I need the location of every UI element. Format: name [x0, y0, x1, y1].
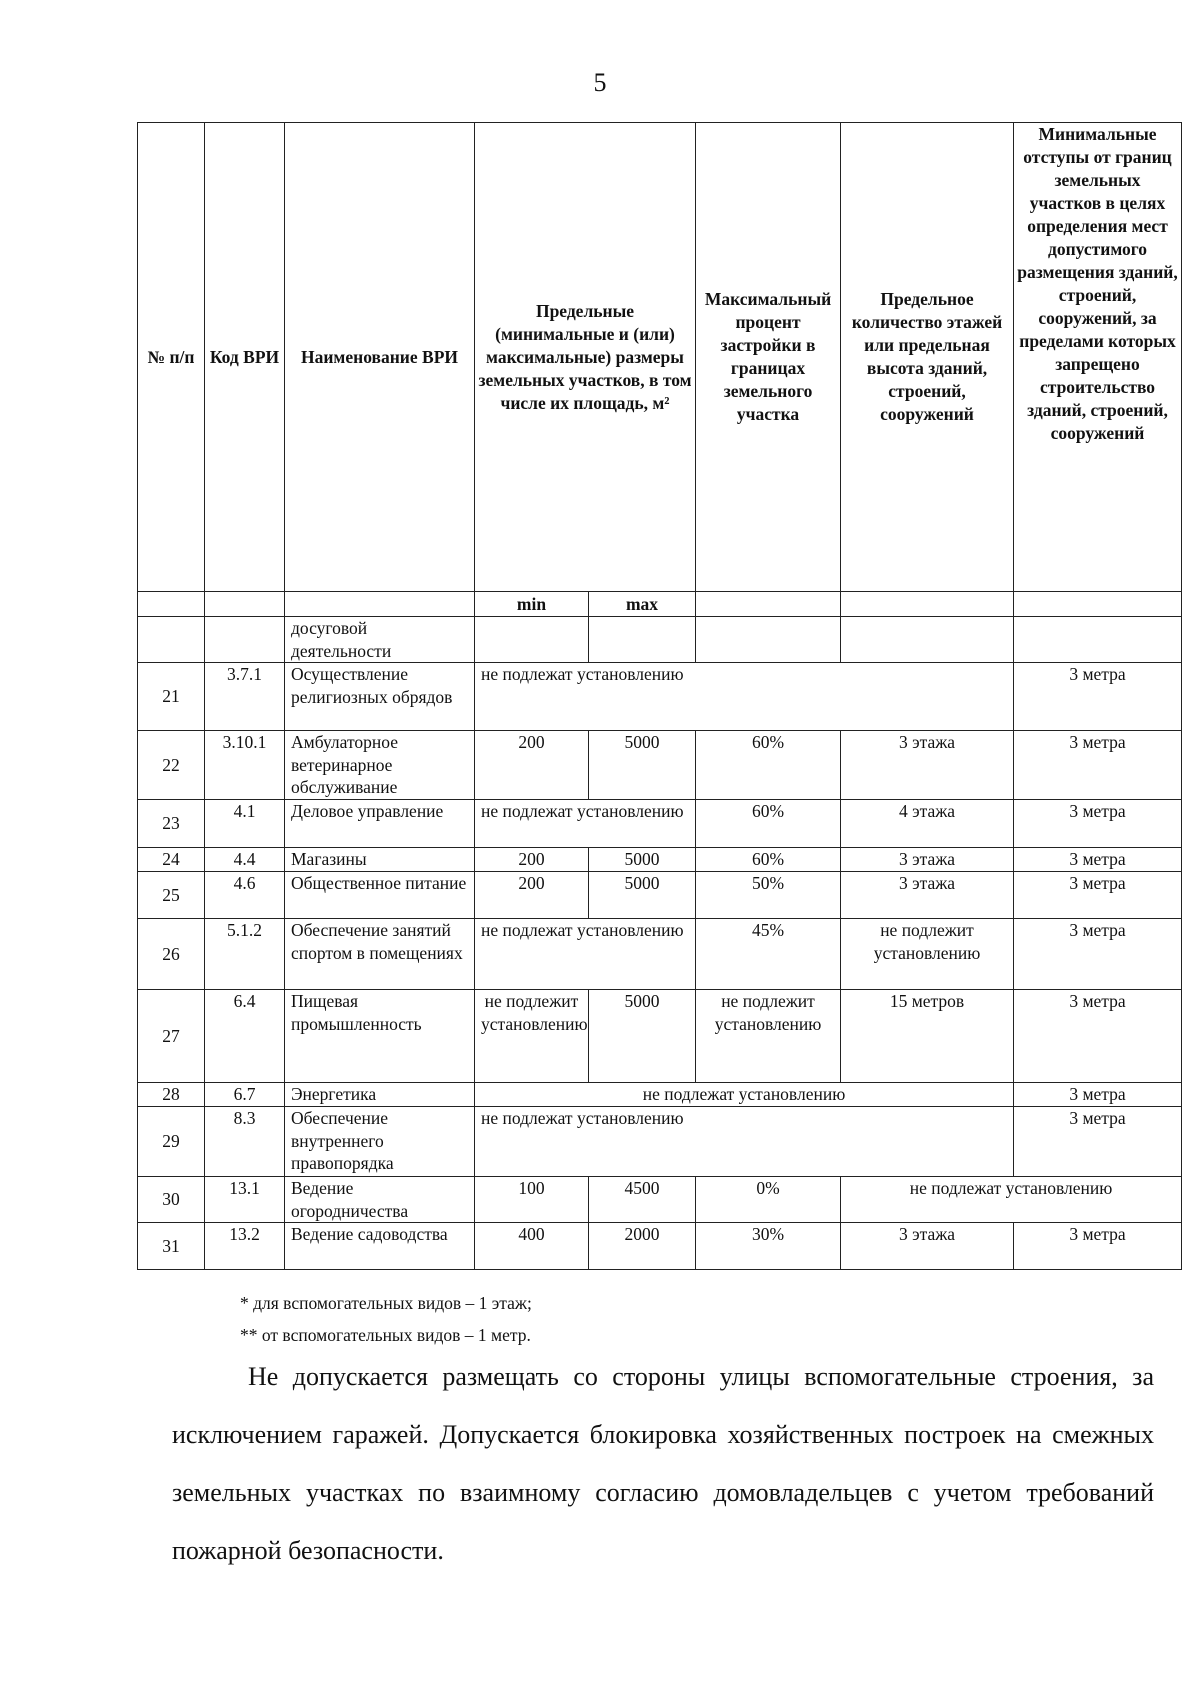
row-setback: 3 метра — [1014, 731, 1182, 800]
row-num: 24 — [138, 848, 205, 872]
row-setback — [1014, 617, 1182, 663]
header-name: Наименование ВРИ — [285, 123, 475, 592]
row-num — [138, 617, 205, 663]
footnote-floors: * для вспомогательных видов – 1 этаж; — [240, 1293, 532, 1313]
row-setback: 3 метра — [1014, 1083, 1182, 1107]
row-name: Обеспечение внутреннего правопорядка — [285, 1107, 475, 1177]
table-row — [138, 800, 1182, 848]
row-num: 30 — [138, 1177, 205, 1223]
row-percent — [696, 617, 841, 663]
row-name: Энергетика — [285, 1083, 475, 1107]
minmax-empty-code — [205, 592, 285, 617]
row-code: 5.1.2 — [205, 919, 285, 990]
table-row — [138, 663, 1182, 731]
row-max: 5000 — [589, 990, 696, 1083]
row-max: 5000 — [589, 731, 696, 800]
row-max — [589, 617, 696, 663]
row-name: Общественное питание — [285, 872, 475, 919]
row-percent: 60% — [696, 800, 841, 848]
row-code — [205, 617, 285, 663]
row-code: 3.7.1 — [205, 663, 285, 731]
table-row — [138, 872, 1182, 919]
row-max: 4500 — [589, 1177, 696, 1223]
row-floors: 3 этажа — [841, 848, 1014, 872]
row-percent: 0% — [696, 1177, 841, 1223]
row-setback: 3 метра — [1014, 872, 1182, 919]
row-name: досуговой деятельности — [285, 617, 475, 663]
row-name: Ведение садоводства — [285, 1223, 475, 1270]
row-num: 27 — [138, 990, 205, 1083]
minmax-empty-name — [285, 592, 475, 617]
table-row — [138, 990, 1182, 1083]
row-floors: 4 этажа — [841, 800, 1014, 848]
row-num: 22 — [138, 731, 205, 800]
row-percent: 45% — [696, 919, 841, 990]
row-setback: 3 метра — [1014, 919, 1182, 990]
row-name: Деловое управление — [285, 800, 475, 848]
header-row — [138, 123, 1182, 592]
table-row — [138, 848, 1182, 872]
header-floors: Предельное количество этажей или предельная высота зданий, строений, сооружений — [841, 123, 1014, 592]
row-min — [475, 617, 589, 663]
header-code: Код ВРИ — [205, 123, 285, 592]
table-row — [138, 1177, 1182, 1223]
row-floors: 3 этажа — [841, 731, 1014, 800]
row-setback: 3 метра — [1014, 663, 1182, 731]
header-min: min — [475, 592, 589, 617]
row-setback: 3 метра — [1014, 848, 1182, 872]
row-percent: 60% — [696, 731, 841, 800]
row-code: 6.7 — [205, 1083, 285, 1107]
table-row — [138, 1107, 1182, 1177]
minmax-empty-floors — [841, 592, 1014, 617]
row-name: Амбулаторное ветеринарное обслуживание — [285, 731, 475, 800]
row-setback: 3 метра — [1014, 1223, 1182, 1270]
row-name: Осуществление религиозных обрядов — [285, 663, 475, 731]
row-max: 5000 — [589, 848, 696, 872]
body-paragraph-text: Не допускается размещать со стороны улицы вспомогательные строения, за исключением гаражей. Допускается блокировка хозяйственных построек на смежных земельных участках по взаимному согласию домовладельцев с учетом требований пожарной безопасности. — [172, 1362, 1154, 1565]
table-row — [138, 617, 1182, 663]
row-min: 100 — [475, 1177, 589, 1223]
row-num: 26 — [138, 919, 205, 990]
row-name: Ведение огородничества — [285, 1177, 475, 1223]
row-code: 4.4 — [205, 848, 285, 872]
minmax-empty-num — [138, 592, 205, 617]
header-max: max — [589, 592, 696, 617]
row-name: Пищевая промышленность — [285, 990, 475, 1083]
row-code: 4.1 — [205, 800, 285, 848]
header-percent: Максимальный процент застройки в границах земельного участка — [696, 123, 841, 592]
row-code: 13.1 — [205, 1177, 285, 1223]
row-max: 5000 — [589, 872, 696, 919]
row-percent: 30% — [696, 1223, 841, 1270]
table-row — [138, 1223, 1182, 1270]
header-num: № п/п — [138, 123, 205, 592]
row-size-merged: не подлежат установлению — [475, 919, 696, 990]
minmax-row — [138, 592, 1182, 617]
row-setback: 3 метра — [1014, 990, 1182, 1083]
minmax-empty-setback — [1014, 592, 1182, 617]
minmax-empty-percent — [696, 592, 841, 617]
page-number: 5 — [593, 68, 607, 97]
row-merged-value: не подлежат установлению — [475, 1083, 1014, 1107]
row-setback: 3 метра — [1014, 800, 1182, 848]
row-code: 8.3 — [205, 1107, 285, 1177]
row-percent: не подлежит установлению — [696, 990, 841, 1083]
row-floors — [841, 617, 1014, 663]
row-setback: 3 метра — [1014, 1107, 1182, 1177]
row-num: 31 — [138, 1223, 205, 1270]
row-max: 2000 — [589, 1223, 696, 1270]
row-name: Магазины — [285, 848, 475, 872]
footnotes — [240, 1287, 532, 1351]
row-percent: 60% — [696, 848, 841, 872]
row-floors-merged: не подлежат установлению — [841, 1177, 1182, 1223]
body-paragraph — [172, 1348, 1154, 1580]
row-min: 200 — [475, 731, 589, 800]
footnote-setback: ** от вспомогательных видов – 1 метр. — [240, 1325, 531, 1345]
row-code: 6.4 — [205, 990, 285, 1083]
row-min: 400 — [475, 1223, 589, 1270]
table-row — [138, 731, 1182, 800]
row-min: не подлежит установлению — [475, 990, 589, 1083]
row-min: 200 — [475, 872, 589, 919]
row-merged-value: не подлежат установлению — [475, 1107, 1014, 1177]
row-floors: не подлежит установлению — [841, 919, 1014, 990]
row-num: 23 — [138, 800, 205, 848]
row-code: 4.6 — [205, 872, 285, 919]
row-size-merged: не подлежат установлению — [475, 800, 696, 848]
header-size-text: Предельные (минимальные и (или) максимальные) размеры земельных участков, в том числе их площадь, м² — [478, 300, 692, 413]
row-num: 28 — [138, 1083, 205, 1107]
row-num: 25 — [138, 872, 205, 919]
header-setback: Минимальные отступы от границ земельных участков в целях определения мест допустимого размещения зданий, строений, сооружений, за пределами которых запрещено строительство зданий, строений, сооружений — [1014, 123, 1182, 592]
row-code: 3.10.1 — [205, 731, 285, 800]
row-num: 21 — [138, 663, 205, 731]
row-code: 13.2 — [205, 1223, 285, 1270]
row-min: 200 — [475, 848, 589, 872]
row-floors: 3 этажа — [841, 872, 1014, 919]
header-size — [475, 123, 696, 592]
land-use-table — [137, 122, 1182, 1270]
row-merged-value: не подлежат установлению — [475, 663, 1014, 731]
row-num: 29 — [138, 1107, 205, 1177]
row-name: Обеспечение занятий спортом в помещениях — [285, 919, 475, 990]
row-floors: 15 метров — [841, 990, 1014, 1083]
row-percent: 50% — [696, 872, 841, 919]
table-row — [138, 919, 1182, 990]
table-row — [138, 1083, 1182, 1107]
row-floors: 3 этажа — [841, 1223, 1014, 1270]
